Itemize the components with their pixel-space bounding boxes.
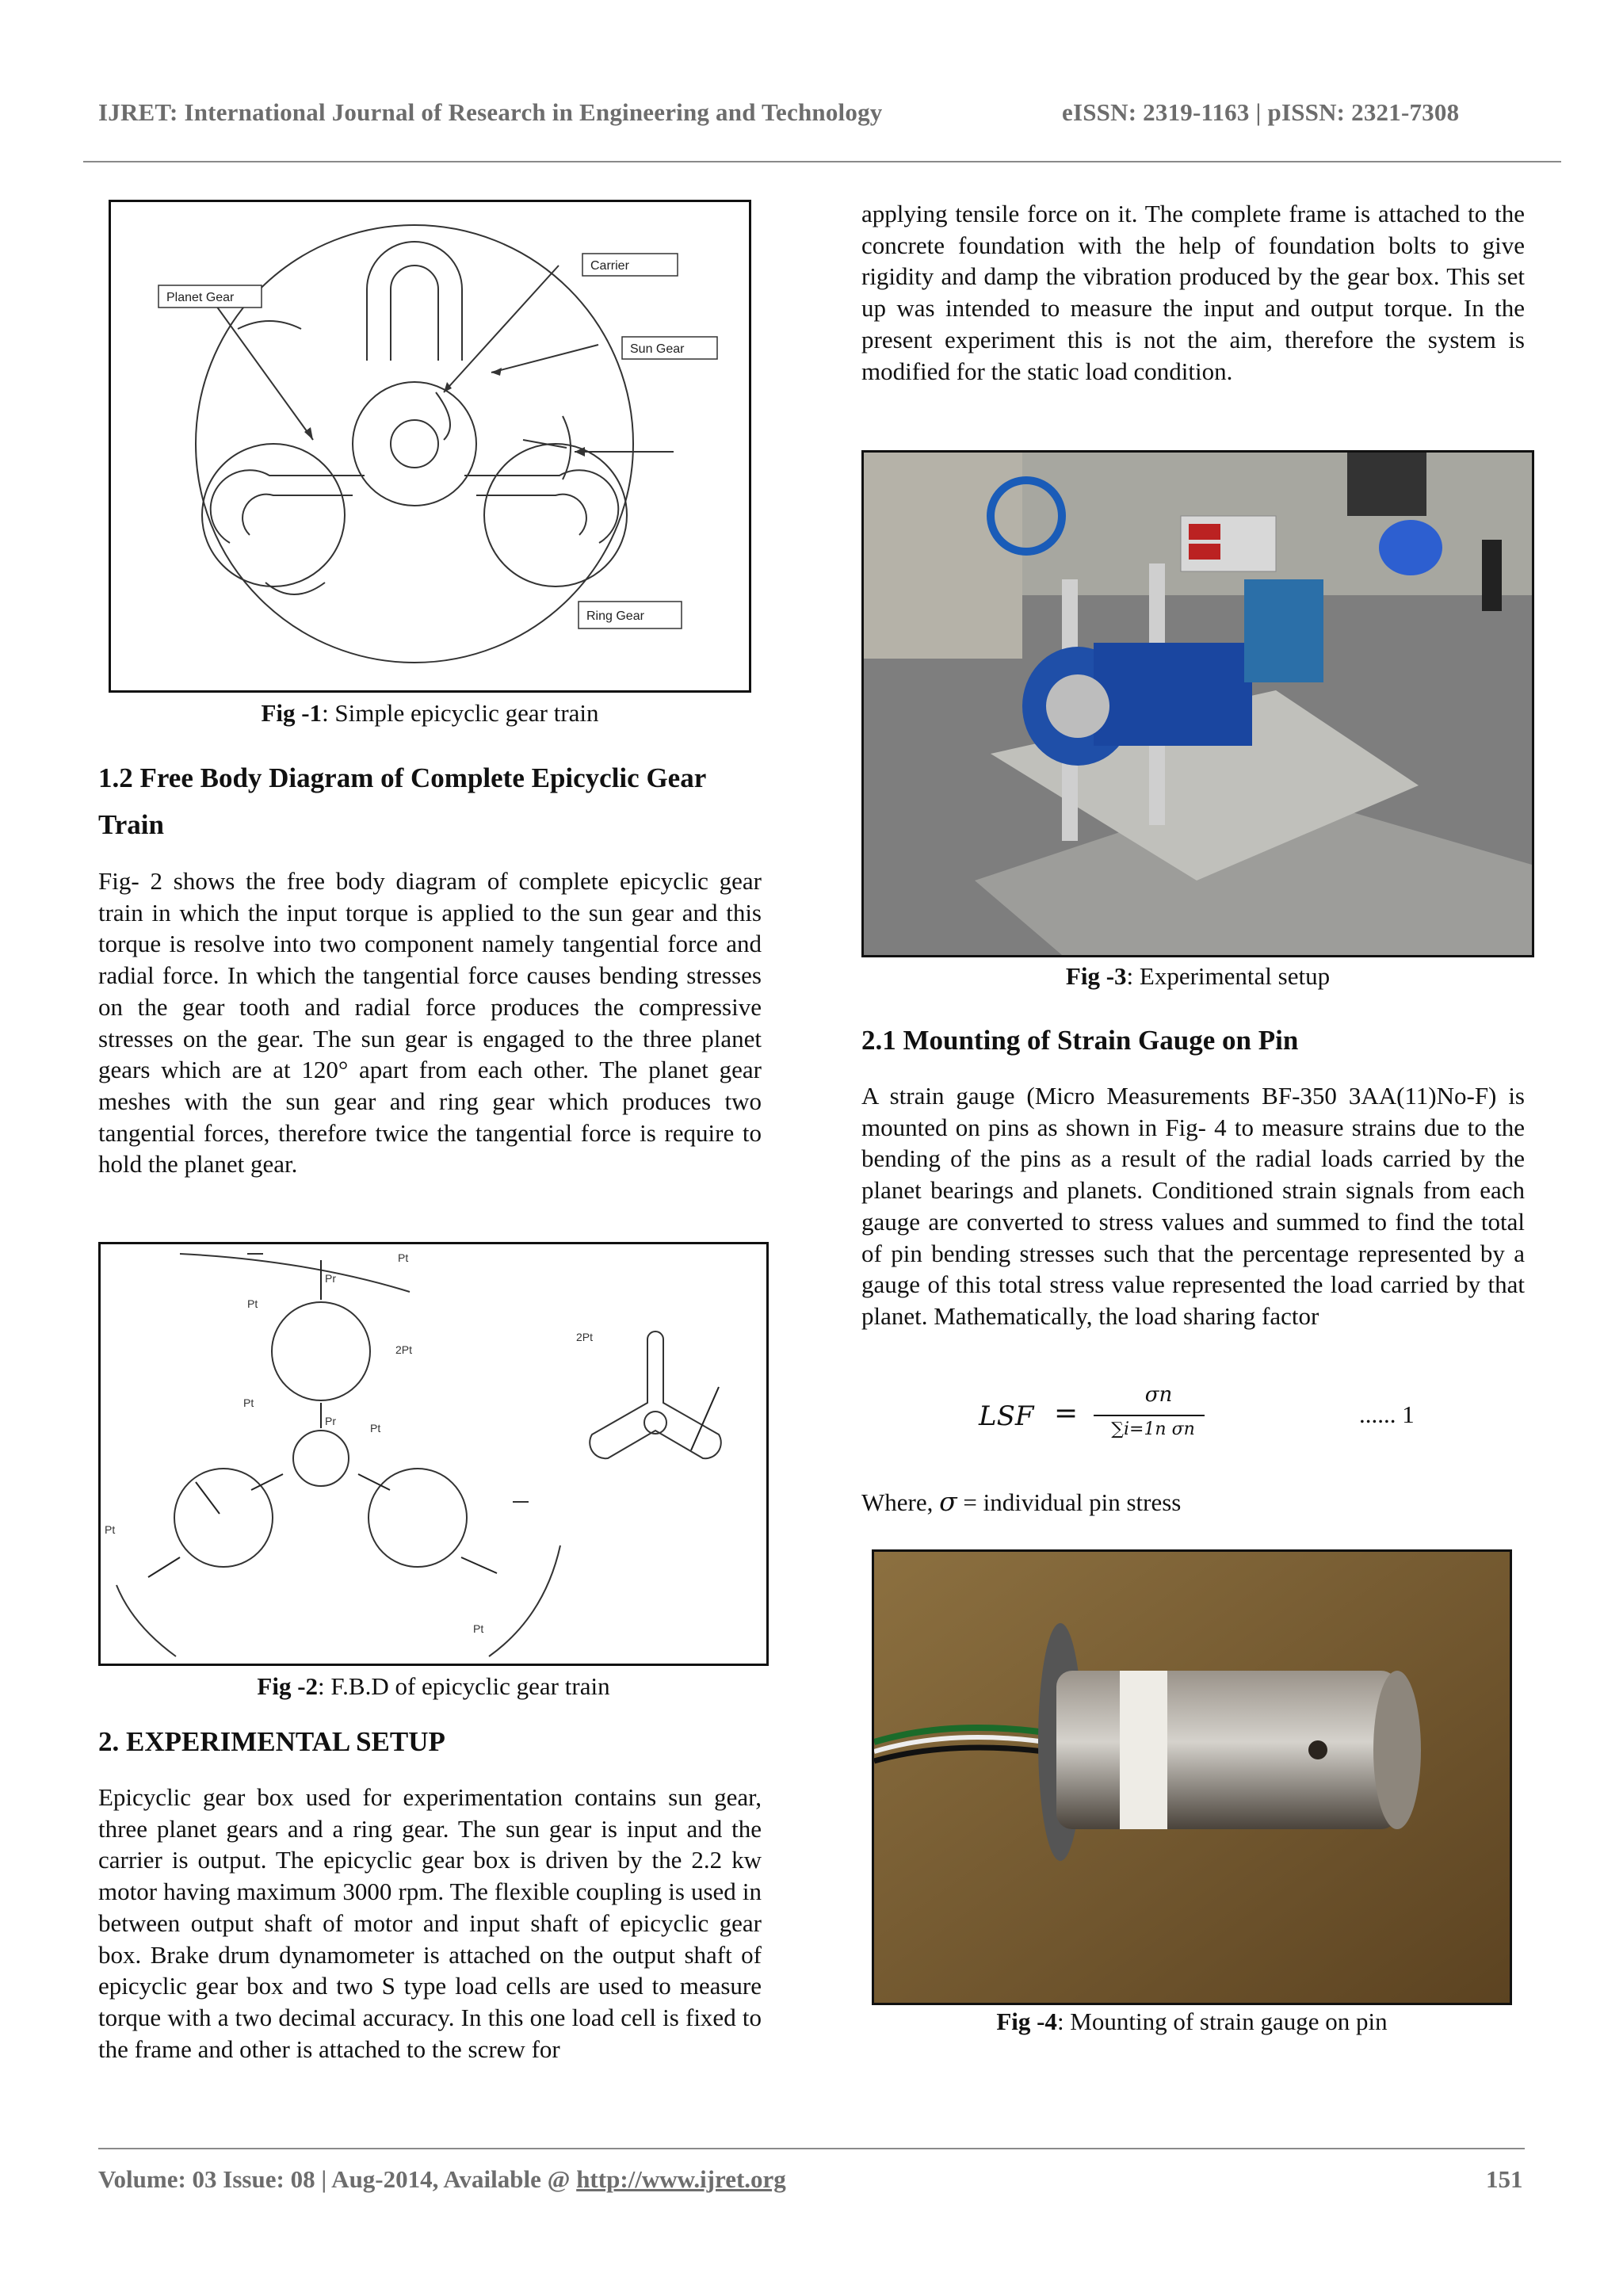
force-label-pt: Pt <box>398 1251 409 1264</box>
figure-2-caption <box>98 1672 769 1701</box>
force-label-pt: Pt <box>473 1622 484 1635</box>
strain-gauge-pin-image <box>874 1552 1510 2003</box>
force-label-pt: Pt <box>243 1396 254 1409</box>
section-heading: 1.2 Free Body Diagram of Complete Epicyclic Gear <box>98 762 707 793</box>
figure-1-caption-label: Fig -1 <box>261 699 323 727</box>
where-definition <box>861 1486 1181 1517</box>
equation-denominator: ∑i=1n σn <box>1111 1419 1195 1439</box>
force-label-2pt: 2Pt <box>576 1331 594 1343</box>
figure-4-caption-label: Fig -4 <box>996 2008 1057 2035</box>
page-number: 151 <box>1486 2165 1523 2193</box>
force-label-pr: Pr <box>325 1272 336 1285</box>
section-heading-continued: Train <box>98 809 164 840</box>
force-label-pt: Pt <box>247 1297 258 1310</box>
equation-number: ...... 1 <box>1359 1400 1415 1428</box>
footer-volume-text: Volume: 03 Issue: 08 | Aug-2014, Available @ <box>98 2165 571 2193</box>
figure-3-caption-text: : Experimental setup <box>1126 962 1331 990</box>
journal-website-link[interactable]: http://www.ijret.org <box>576 2165 786 2193</box>
equation-equals: = <box>1054 1397 1079 1430</box>
experimental-setup-image <box>864 453 1532 955</box>
footer-rule <box>98 2148 1525 2149</box>
section-2-1-paragraph: A strain gauge (Micro Measurements BF-350 3AA(11)No-F) is mounted on pins as shown in Fig- 4 to measure strains due to the bending of the pins as a result of the radial loads carried by the planet bearings and planets. Conditioned strain signals from each gauge are converted to stress values and summed to find the total of pin bending stresses such that the percentage represented by a gauge of this total stress value represented the load carried by that planet. Mathematically, the load sharing factor <box>861 1082 1525 1330</box>
experimental-setup-photo <box>861 450 1534 957</box>
carrier-label: Carrier <box>590 259 629 273</box>
figure-2-caption-label: Fig -2 <box>257 1672 319 1700</box>
footer-volume <box>98 2165 786 2194</box>
equation-lhs: LSF <box>979 1400 1034 1432</box>
force-label-pt: Pt <box>370 1422 381 1435</box>
ring-gear-label: Ring Gear <box>586 609 644 623</box>
figure-3-caption <box>861 962 1534 991</box>
lsf-equation <box>975 1383 1529 1462</box>
figure-1-frame <box>109 200 751 693</box>
section-2-continuation: applying tensile force on it. The complete frame is attached to the concrete foundation with the help of foundation bolts to give rigidity and damp the vibration produced by the gear box. This set up was intended to measure the input and output torque. In the present experiment this is not the aim, therefore the system is modified for the static load condition. <box>861 200 1525 385</box>
equation-numerator: σn <box>1144 1383 1173 1407</box>
where-prefix: Where, <box>861 1488 934 1516</box>
figure-2-frame <box>98 1242 769 1666</box>
fraction-bar <box>1094 1415 1205 1416</box>
force-label-2pt: 2Pt <box>395 1343 413 1356</box>
section-2-heading: 2. EXPERIMENTAL SETUP <box>98 1726 445 1757</box>
sun-gear-label: Sun Gear <box>630 342 685 356</box>
figure-3-caption-label: Fig -3 <box>1065 962 1127 990</box>
figure-1-caption <box>109 699 751 728</box>
sigma-symbol: σ <box>939 1486 957 1517</box>
section-2-paragraph: Epicyclic gear box used for experimentation contains sun gear, three planet gears and a ring gear. The sun gear is input and the carrier is output. The epicyclic gear box is driven by the 2.2 kw motor having maximum 3000 rpm. The flexible coupling is used in between output shaft of motor and input shaft of epicyclic gear box. Brake drum dynamometer is attached on the output shaft of epicyclic gear box and two S type load cells are used to measure torque with a two decimal accuracy. In this one load cell is fixed to the frame and other is attached to the screw for <box>98 1783 762 2063</box>
header-rule <box>83 161 1561 162</box>
where-text: = individual pin stress <box>963 1488 1182 1516</box>
planet-gear-label: Planet Gear <box>166 291 235 304</box>
issn-info: eISSN: 2319-1163 | pISSN: 2321-7308 <box>1062 98 1460 126</box>
section-1-2-paragraph: Fig- 2 shows the free body diagram of complete epicyclic gear train in which the input torque is applied to the sun gear and this torque is resolve into two component namely tangential force and radial force. In which the tangential force causes bending stresses on the gear tooth and radial force produces the compressive stresses on the gear. The sun gear is engaged to the three planet gears which are at 120° apart from each other. The planet gear meshes with the sun gear and ring gear which produces two tangential forces, therefore twice the tangential force is require to hold the planet gear. <box>98 867 762 1179</box>
section-1-2 <box>98 753 762 850</box>
figure-2-caption-text: : F.B.D of epicyclic gear train <box>318 1672 610 1700</box>
section-2-1-heading: 2.1 Mounting of Strain Gauge on Pin <box>861 1025 1299 1056</box>
figure-1-caption-text: : Simple epicyclic gear train <box>322 699 599 727</box>
force-label-pt: Pt <box>105 1523 116 1536</box>
figure-4-caption-text: : Mounting of strain gauge on pin <box>1056 2008 1388 2035</box>
epicyclic-gear-diagram <box>111 202 749 690</box>
journal-title: IJRET: International Journal of Research in Engineering and Technology <box>98 98 883 126</box>
free-body-diagram <box>101 1244 766 1664</box>
figure-4-caption <box>872 2008 1512 2036</box>
sun-gear-circle <box>353 382 476 506</box>
force-label-pr: Pr <box>325 1415 336 1427</box>
strain-gauge-photo <box>872 1549 1512 2005</box>
